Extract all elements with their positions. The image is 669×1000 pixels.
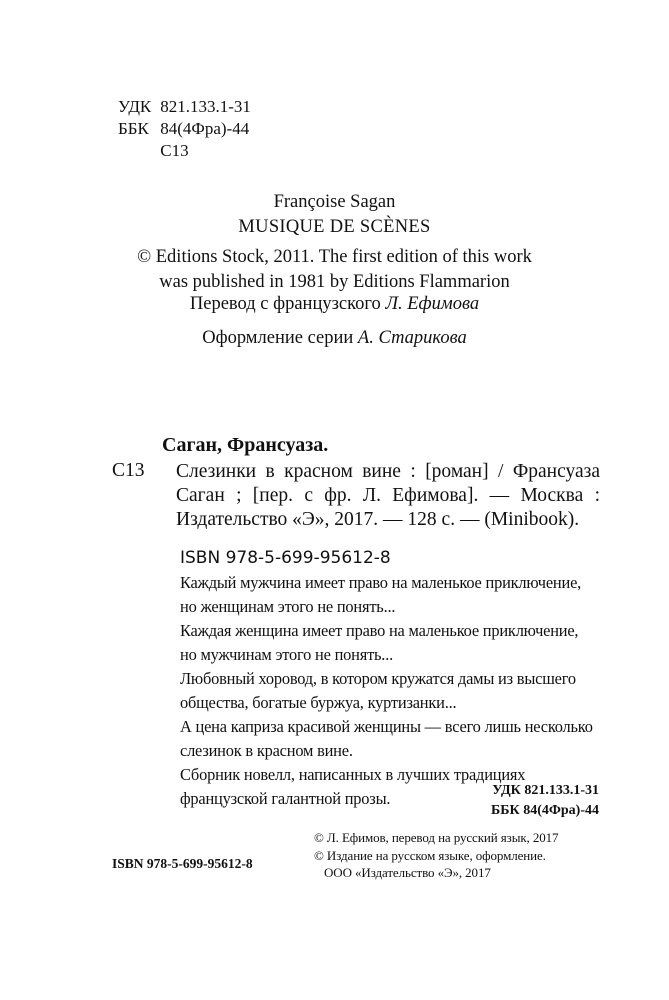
- udk-label: УДК: [118, 97, 152, 116]
- original-edition: [0, 190, 669, 295]
- annotation-paragraph: Каждый мужчина имеет право на маленькое приключение, но женщинам этого не понять...: [180, 573, 582, 616]
- classification-top: [118, 96, 251, 162]
- translator-name: Л. Ефимова: [385, 294, 480, 314]
- copyright-line: ООО «Издательство «Э», 2017: [324, 865, 491, 880]
- annotation: [180, 571, 595, 811]
- copyright-block: [314, 829, 558, 882]
- udk-bottom: УДК 821.133.1-31: [492, 783, 599, 798]
- classification-bottom: [491, 781, 599, 821]
- original-title: MUSIQUE DE SCÈNES: [238, 217, 431, 237]
- annotation-paragraph: Сборник новелл, написанных в лучших традициях французской галантной прозы.: [180, 765, 526, 808]
- designer-name: А. Старикова: [357, 328, 467, 348]
- annotation-paragraph: Каждая женщина имеет право на маленькое приключение, но мужчинам этого не понять...: [180, 621, 579, 664]
- translation-credit: [0, 294, 669, 315]
- bbk-row: [118, 118, 251, 140]
- copyright-line: © Л. Ефимов, перевод на русский язык, 2017: [314, 830, 559, 845]
- card-isbn: ISBN 978-5-699-95612-8: [180, 548, 391, 568]
- bbk-label: ББК: [118, 119, 149, 138]
- original-author: Françoise Sagan: [273, 192, 396, 212]
- design-credit: [0, 328, 669, 349]
- udk-row: [118, 96, 251, 118]
- original-copyright-line1: © Editions Stock, 2011. The first edition of this work: [137, 247, 532, 267]
- author-mark: С13: [160, 141, 189, 160]
- bbk-bottom: ББК 84(4Фра)-44: [491, 803, 599, 818]
- original-copyright-line2: was published in 1981 by Editions Flammarion: [159, 272, 510, 292]
- author-mark-row: [118, 140, 251, 162]
- udk-value: 821.133.1-31: [160, 97, 251, 116]
- annotation-paragraph: Любовный хоровод, в котором кружатся дамы из высшего общества, богатые буржуа, куртизанки...: [180, 669, 576, 712]
- translation-prefix: Перевод с французского: [189, 294, 381, 314]
- card-code: С13: [112, 460, 145, 481]
- isbn-bottom: ISBN 978-5-699-95612-8: [112, 856, 253, 871]
- card-description: Слезинки в красном вине : [роман] / Франсуаза Саган ; [пер. с фр. Л. Ефимова]. — Москва : Издательство «Э», 2017. — 128 с. — (Minibook).: [176, 461, 600, 530]
- card-author-heading: Саган, Франсуаза.: [162, 434, 329, 456]
- copyright-line: © Издание на русском языке, оформление.: [314, 847, 546, 863]
- design-prefix: Оформление серии: [202, 328, 354, 348]
- bbk-value: 84(4Фра)-44: [160, 119, 250, 138]
- annotation-paragraph: А цена каприза красивой женщины — всего лишь несколько слезинок в красном вине.: [180, 717, 593, 760]
